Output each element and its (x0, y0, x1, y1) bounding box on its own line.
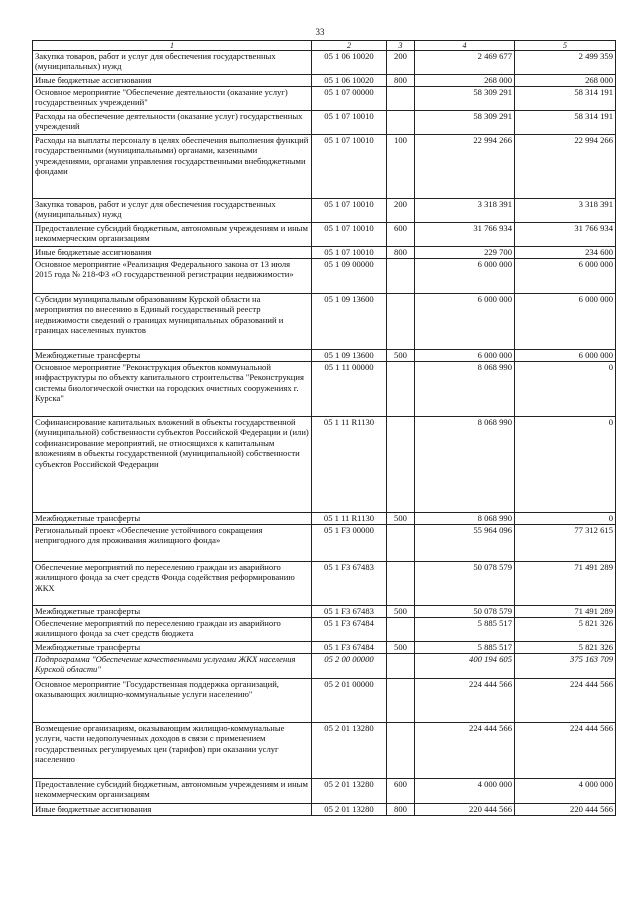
row-value-year-2: 71 491 289 (515, 606, 616, 618)
row-code: 05 1 07 10010 (312, 223, 387, 247)
row-name: Обеспечение мероприятий по переселению граждан из аварийного жилищного фонда за счет средств бюджета (33, 618, 312, 642)
row-code: 05 1 F3 67484 (312, 618, 387, 642)
header-col-2: 2 (312, 41, 387, 51)
row-name: Межбюджетные трансферты (33, 606, 312, 618)
table-row (33, 679, 616, 723)
table-row (33, 417, 616, 513)
row-value-year-1: 400 194 605 (415, 654, 515, 679)
row-value-year-1: 220 444 566 (415, 804, 515, 816)
row-name: Обеспечение мероприятий по переселению граждан из аварийного жилищного фонда за счет средств Фонда содействия реформированию ЖКХ (33, 562, 312, 606)
table-header-row (33, 41, 616, 51)
table-row (33, 562, 616, 606)
row-code: 05 1 F3 67483 (312, 562, 387, 606)
row-name: Основное мероприятие "Государственная поддержка организаций, оказывающих жилищно-коммунальные услуги населению" (33, 679, 312, 723)
row-expense-type (387, 111, 415, 135)
row-value-year-2: 6 000 000 (515, 294, 616, 350)
row-value-year-1: 8 068 990 (415, 417, 515, 513)
table-row (33, 223, 616, 247)
row-value-year-2: 77 312 615 (515, 525, 616, 562)
row-expense-type: 600 (387, 779, 415, 804)
row-expense-type: 800 (387, 247, 415, 259)
table-row (33, 642, 616, 654)
row-value-year-1: 8 068 990 (415, 362, 515, 417)
header-col-3: 3 (387, 41, 415, 51)
table-row (33, 87, 616, 111)
row-value-year-1: 55 964 096 (415, 525, 515, 562)
row-value-year-1: 50 078 579 (415, 606, 515, 618)
row-name: Иные бюджетные ассигнования (33, 247, 312, 259)
row-name: Расходы на обеспечение деятельности (оказание услуг) государственных учреждений (33, 111, 312, 135)
row-code: 05 2 01 13280 (312, 723, 387, 779)
row-value-year-1: 224 444 566 (415, 679, 515, 723)
row-name: Предоставление субсидий бюджетным, автономным учреждениям и иным некоммерческим организациям (33, 779, 312, 804)
row-code: 05 1 06 10020 (312, 51, 387, 75)
row-value-year-2: 224 444 566 (515, 723, 616, 779)
row-value-year-2: 0 (515, 513, 616, 525)
row-name: Межбюджетные трансферты (33, 513, 312, 525)
row-expense-type: 600 (387, 223, 415, 247)
row-value-year-2: 4 000 000 (515, 779, 616, 804)
row-code: 05 1 07 10010 (312, 199, 387, 223)
row-value-year-2: 31 766 934 (515, 223, 616, 247)
row-name: Основное мероприятие "Реконструкция объектов коммунальной инфраструктуры по объекту капитального строительства "Реконструкция системы биологической очистки на городских очистных сооружениях г. Курска" (33, 362, 312, 417)
row-expense-type (387, 362, 415, 417)
row-name: Софинансирование капитальных вложений в объекты государственной (муниципальной) собственности субъектов Российской Федерации и (или) софинансирование мероприятий, не относящихся к капитальным вложениям в объекты государственной (муниципальной) собственности субъектов Российской Федерации (33, 417, 312, 513)
row-code: 05 1 07 10010 (312, 111, 387, 135)
row-name: Подпрограмма "Обеспечение качественными услугами ЖКХ населения Курской области" (33, 654, 312, 679)
row-code: 05 2 01 13280 (312, 779, 387, 804)
row-expense-type (387, 618, 415, 642)
row-value-year-1: 58 309 291 (415, 87, 515, 111)
row-code: 05 1 07 10010 (312, 135, 387, 199)
row-expense-type: 200 (387, 199, 415, 223)
row-expense-type: 500 (387, 513, 415, 525)
row-name: Закупка товаров, работ и услуг для обеспечения государственных (муниципальных) нужд (33, 199, 312, 223)
table-row (33, 75, 616, 87)
table-row (33, 199, 616, 223)
row-expense-type (387, 417, 415, 513)
row-code: 05 1 F3 67484 (312, 642, 387, 654)
table-row (33, 779, 616, 804)
table-row (33, 350, 616, 362)
page-number: 33 (315, 27, 325, 37)
row-value-year-1: 50 078 579 (415, 562, 515, 606)
row-code: 05 1 09 13600 (312, 294, 387, 350)
row-expense-type: 100 (387, 135, 415, 199)
table-row (33, 111, 616, 135)
row-value-year-1: 5 885 517 (415, 618, 515, 642)
row-name: Региональный проект «Обеспечение устойчивого сокращения непригодного для проживания жилищного фонда» (33, 525, 312, 562)
table-row (33, 654, 616, 679)
row-value-year-2: 268 000 (515, 75, 616, 87)
header-col-4: 4 (415, 41, 515, 51)
row-code: 05 1 11 R1130 (312, 513, 387, 525)
row-value-year-2: 71 491 289 (515, 562, 616, 606)
row-expense-type (387, 87, 415, 111)
table-body (33, 51, 616, 816)
table-row (33, 618, 616, 642)
row-code: 05 2 01 13280 (312, 804, 387, 816)
row-value-year-2: 0 (515, 417, 616, 513)
row-value-year-1: 5 885 517 (415, 642, 515, 654)
row-code: 05 1 F3 00000 (312, 525, 387, 562)
row-expense-type: 500 (387, 642, 415, 654)
row-value-year-1: 58 309 291 (415, 111, 515, 135)
row-value-year-1: 6 000 000 (415, 350, 515, 362)
row-code: 05 2 01 00000 (312, 679, 387, 723)
table-row (33, 135, 616, 199)
row-value-year-2: 220 444 566 (515, 804, 616, 816)
row-name: Расходы на выплаты персоналу в целях обеспечения выполнения функций государственными (муниципальными) органами, казенными учреждениями, органами управления государственными внебюджетными фондами (33, 135, 312, 199)
table-row (33, 259, 616, 294)
row-expense-type: 800 (387, 804, 415, 816)
row-value-year-2: 22 994 266 (515, 135, 616, 199)
row-name: Межбюджетные трансферты (33, 642, 312, 654)
row-value-year-1: 22 994 266 (415, 135, 515, 199)
row-expense-type (387, 723, 415, 779)
row-value-year-2: 3 318 391 (515, 199, 616, 223)
row-value-year-1: 6 000 000 (415, 294, 515, 350)
row-expense-type (387, 654, 415, 679)
table-row (33, 723, 616, 779)
row-value-year-2: 58 314 191 (515, 111, 616, 135)
row-name: Иные бюджетные ассигнования (33, 75, 312, 87)
row-name: Основное мероприятие «Реализация Федерального закона от 13 июля 2015 года № 218-ФЗ «О государственной регистрации недвижимости» (33, 259, 312, 294)
row-value-year-2: 6 000 000 (515, 259, 616, 294)
row-name: Закупка товаров, работ и услуг для обеспечения государственных (муниципальных) нужд (33, 51, 312, 75)
header-col-5: 5 (515, 41, 616, 51)
row-value-year-1: 6 000 000 (415, 259, 515, 294)
table-row (33, 294, 616, 350)
row-name: Субсидии муниципальным образованиям Курской области на мероприятия по внесению в Единый государственный реестр недвижимости сведений о границах муниципальных образований и границах населенных пунктов (33, 294, 312, 350)
header-col-1: 1 (33, 41, 312, 51)
row-code: 05 1 09 00000 (312, 259, 387, 294)
row-expense-type: 500 (387, 606, 415, 618)
row-code: 05 1 06 10020 (312, 75, 387, 87)
row-value-year-1: 3 318 391 (415, 199, 515, 223)
row-name: Предоставление субсидий бюджетным, автономным учреждениям и иным некоммерческим организациям (33, 223, 312, 247)
row-value-year-2: 0 (515, 362, 616, 417)
row-value-year-1: 229 700 (415, 247, 515, 259)
table-row (33, 606, 616, 618)
row-value-year-1: 4 000 000 (415, 779, 515, 804)
row-code: 05 1 F3 67483 (312, 606, 387, 618)
row-name: Основное мероприятие "Обеспечение деятельности (оказание услуг) государственных учреждений" (33, 87, 312, 111)
row-expense-type (387, 679, 415, 723)
row-value-year-2: 58 314 191 (515, 87, 616, 111)
row-name: Межбюджетные трансферты (33, 350, 312, 362)
row-value-year-1: 268 000 (415, 75, 515, 87)
row-code: 05 2 00 00000 (312, 654, 387, 679)
row-expense-type (387, 562, 415, 606)
table-row (33, 362, 616, 417)
table-row (33, 804, 616, 816)
row-expense-type (387, 525, 415, 562)
row-value-year-2: 234 600 (515, 247, 616, 259)
row-code: 05 1 07 00000 (312, 87, 387, 111)
row-value-year-2: 224 444 566 (515, 679, 616, 723)
row-value-year-2: 2 499 359 (515, 51, 616, 75)
row-value-year-1: 2 469 677 (415, 51, 515, 75)
table-row (33, 247, 616, 259)
row-value-year-2: 375 163 709 (515, 654, 616, 679)
row-value-year-2: 5 821 326 (515, 618, 616, 642)
row-name: Иные бюджетные ассигнования (33, 804, 312, 816)
table-row (33, 51, 616, 75)
row-expense-type (387, 294, 415, 350)
row-expense-type: 500 (387, 350, 415, 362)
table-row (33, 513, 616, 525)
row-code: 05 1 07 10010 (312, 247, 387, 259)
row-code: 05 1 11 00000 (312, 362, 387, 417)
budget-table (32, 40, 616, 816)
row-name: Возмещение организациям, оказывающим жилищно-коммунальные услуги, части недополученных доходов в связи с применением государственных регулируемых цен (тарифов) при оказании услуг населению (33, 723, 312, 779)
row-expense-type: 200 (387, 51, 415, 75)
row-value-year-1: 31 766 934 (415, 223, 515, 247)
row-value-year-2: 5 821 326 (515, 642, 616, 654)
row-code: 05 1 09 13600 (312, 350, 387, 362)
row-value-year-2: 6 000 000 (515, 350, 616, 362)
row-code: 05 1 11 R1130 (312, 417, 387, 513)
row-expense-type: 800 (387, 75, 415, 87)
row-value-year-1: 224 444 566 (415, 723, 515, 779)
table-row (33, 525, 616, 562)
row-value-year-1: 8 068 990 (415, 513, 515, 525)
row-expense-type (387, 259, 415, 294)
